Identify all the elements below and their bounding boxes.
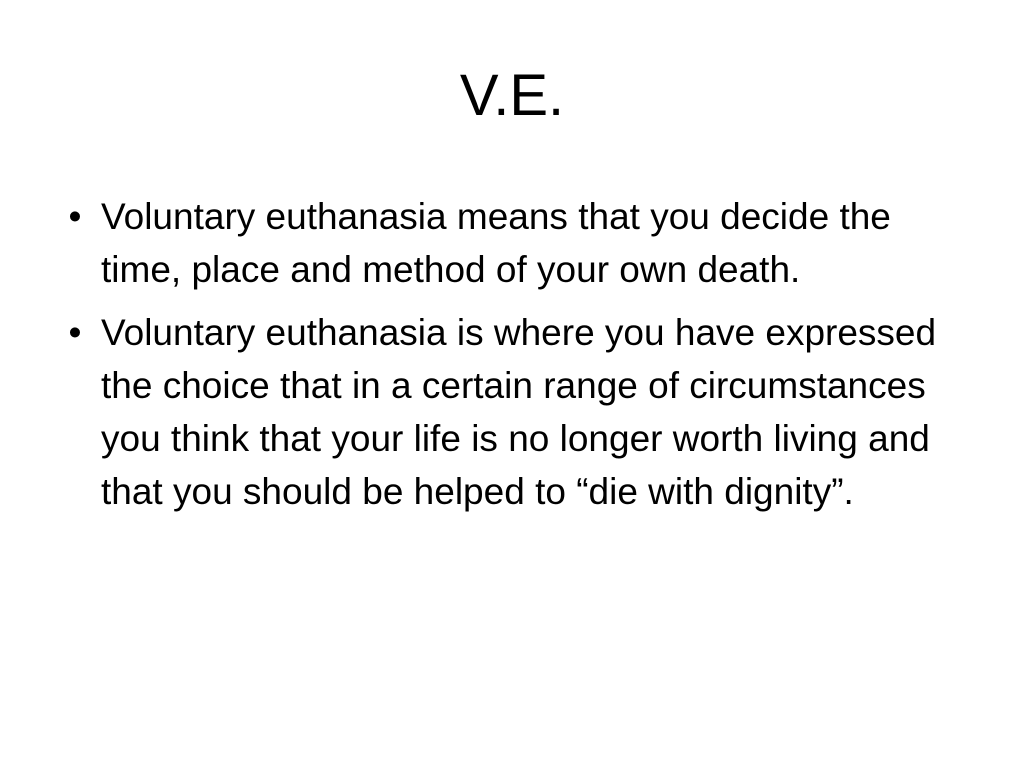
bullet-icon: • <box>68 196 82 237</box>
bullet-item <box>60 190 960 296</box>
bullet-text: Voluntary euthanasia means that you decide the time, place and method of your own death. <box>101 196 891 290</box>
bullet-icon: • <box>68 312 82 353</box>
bullet-list <box>60 190 960 528</box>
bullet-text: Voluntary euthanasia is where you have expressed the choice that in a certain range of circumstances you think that your life is no longer worth living and that you should be helped to “die with dignity”. <box>101 312 937 512</box>
slide-title: V.E. <box>459 63 565 128</box>
bullet-item <box>60 306 960 518</box>
